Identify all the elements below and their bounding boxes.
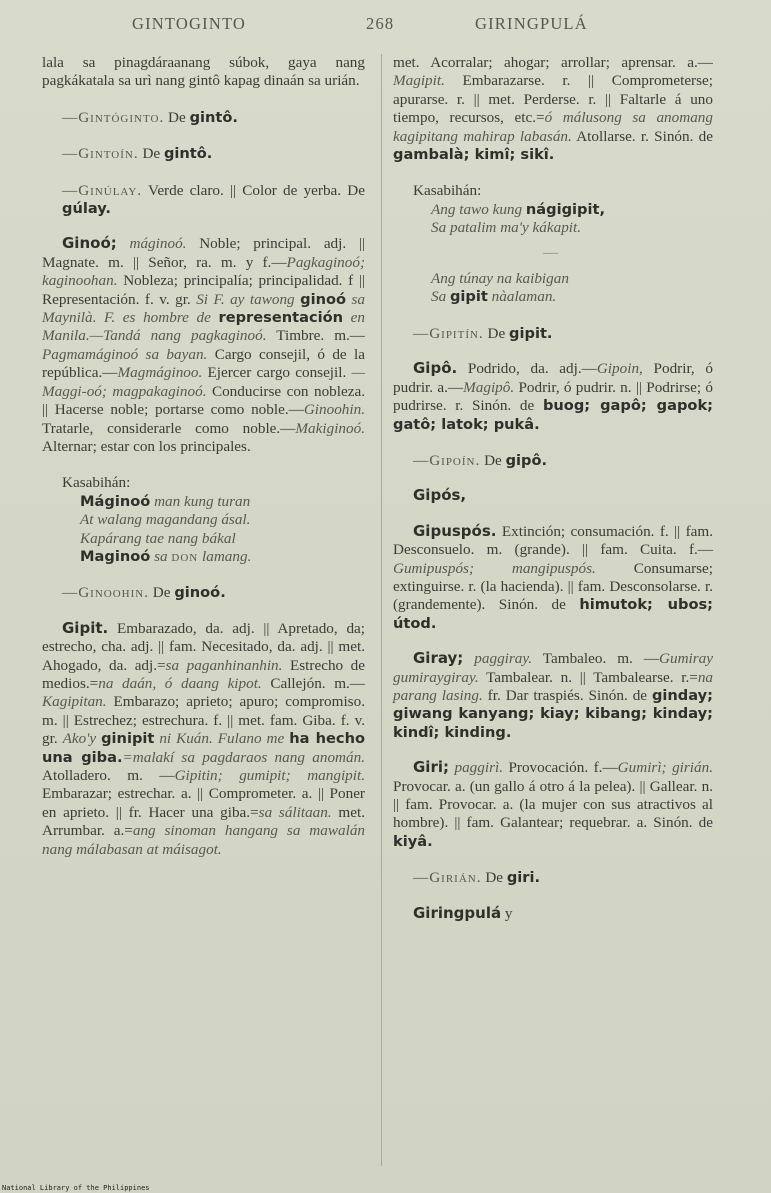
verse-line: Máginoó man kung turan	[80, 492, 251, 510]
verse-line: Ang tawo kung nágigipit,	[431, 200, 606, 218]
proverb-block	[393, 182, 713, 306]
entry-gipit: Gipit. Embarazado, da. adj. || Apretado, da; estrecho, cha. adj. || fam. Necesitado, da. adj. || met. Ahogado, da. adj.=sa paganhinanhin. Estrecho de medios.=na daán, ó daang kipot. Callejón. m.—Kagipitan. Embarazo; aprieto; apuro; compromiso. m. || Estrechez; estrechura. f. || met. fam. Giba. f. v. gr. Ako'y ginipit ni Kuán. Fulano me ha hecho una giba.=malakí sa pagdaraos nang anomán. Atolladero. m. —Gipitin; gumipit; mangipit. Embarazar; estrechar. a. || Comprometer. a. || Poner en aprieto. || fr. Hacer una giba.=sa sálitaan. met. Arrumbar. a.=ang sinoman hangang sa mawalán nang málabasan at máisagot.	[42, 618, 366, 858]
headword: Gipô.	[413, 359, 458, 378]
library-credit: National Library of the Philippines	[2, 1184, 150, 1192]
verse-line: Maginoó sa don lamang.	[80, 547, 252, 565]
verse-line: Sa gipit nàalaman.	[431, 288, 557, 306]
verse-line: Sa patalim ma'y kákapit.	[431, 219, 582, 237]
headword: Gipit.	[62, 618, 109, 637]
verse-separator: —	[543, 243, 559, 261]
headword: Giringpulá	[413, 903, 502, 922]
proverb-label: Kasabihán:	[413, 182, 482, 200]
headword: Ginoó;	[62, 234, 117, 253]
continuation-text: lala sa pinagdáraanang súbok, gaya nang pagkákatala sa urì nang gintô kapag dinaán sa urián.	[42, 54, 365, 90]
verse-line: Kapárang tae nang bákal	[80, 529, 236, 547]
entry-giray: Giray; paggiray. Tambaleo. m. —Gumiray gumiraygiray. Tambalear. n. || Tambalearse. r.=na parang lasing. fr. Dar traspiés. Sinón. de ginday; giwang kanyang; kiay; kibang; kinday; kindî; kinding.	[393, 649, 714, 741]
entry-ginoo: Ginoó; máginoó. Noble; principal. adj. || Magnate. m. || Señor, ra. m. y f.—Pagkaginoó; kaginoohan. Nobleza; principalía; principalidad. f || Representación. f. v. gr. Si F. ay tawong ginoó sa Maynilà. F. es hombre de representación en Manila.—Tandá nang pagkaginoó. Timbre. m.—Pagmamáginoó sa bayan. Cargo consejil, ó de la república.—Magmáginoo. Ejercer cargo consejil. —Maggi-oó; magpakaginoó. Conducirse con nobleza. || Hacerse noble; portarse como noble.—Ginoohin. Tratarle, considerarle como noble.—Makiginoó. Alternar; estar con los principales.	[42, 234, 366, 455]
entry-giri: Giri; paggirì. Provocación. f.—Gumirì; girián. Provocar. a. (un gallo á otro á la pelea). || Gallear. n. || fam. Provocar. a. (la mujer con sus atractivos al hombre). || fam. Galantear; requebrar. a. Sinón. de kiyâ.	[393, 758, 713, 850]
left-column	[42, 54, 365, 859]
entry-gipos	[393, 486, 713, 505]
entry-gipuspos: Gipuspós. Extinción; consumación. f. || fam. Desconsuelo. m. (grande). || fam. Cuita. f.—Gumipuspós; mangipuspós. Consumarse; extinguirse. r. (la hacienda). || fam. Desconsolarse. r. (grandemente). Sinón. de himutok; ubos; útod.	[393, 521, 713, 632]
verse-line: Ang túnay na kaibigan	[431, 270, 569, 288]
entry-gintoin: —Gintoín. De gintô.	[62, 145, 213, 163]
entry-gintoginto: —Gintóginto. De gintô.	[62, 108, 238, 126]
entry-ginulay: —Ginúlay. Verde claro. || Color de yerba. De gúlay.	[62, 181, 365, 218]
entry-gipo: Gipô. Podrido, da. adj.—Gipoin, Podrir, ó pudrir. a.—Magipô. Podrir, ó pudrir. n. || Podrirse; ó pudrirse. r. Sinón. de buog; gapô; gapok; gatô; latok; pukâ.	[393, 359, 713, 433]
entry-gipitin: —Gipitín. De gipit.	[413, 324, 553, 342]
page-number: 268	[366, 14, 395, 33]
headword: Gipuspós.	[413, 521, 497, 540]
proverb-block	[42, 474, 365, 566]
header-left-guide-word: GINTOGINTO	[132, 14, 247, 33]
entry-gipoin: —Gipoín. De gipô.	[413, 451, 548, 469]
header-right-guide-word: GIRINGPULÁ	[475, 14, 588, 33]
headword: Giri;	[413, 758, 449, 777]
page-header	[0, 10, 771, 38]
proverb-label: Kasabihán:	[62, 474, 131, 492]
entry-giringpula: Giringpulá y	[413, 903, 513, 922]
column-divider	[381, 54, 382, 1166]
headword: Giray;	[413, 649, 464, 668]
entry-ginoohin: —Ginoohin. De ginoó.	[62, 584, 226, 602]
right-column	[393, 54, 713, 923]
headword: Gipós,	[413, 486, 467, 505]
entry-girian: —Girián. De giri.	[413, 869, 541, 887]
verse-line: At walang magandang ásal.	[80, 511, 251, 529]
continuation-text: met. Acorralar; ahogar; arrollar; aprensar. a.—Magipit. Embarazarse. r. || Comprometerse; apurarse. r. || met. Perderse. r. || Faltarle á uno tiempo, recursos, etc.=ó málusong sa anomang kagipitang mahirap labasán. Atollarse. r. Sinón. de gambalà; kimî; sikî.	[393, 54, 713, 164]
